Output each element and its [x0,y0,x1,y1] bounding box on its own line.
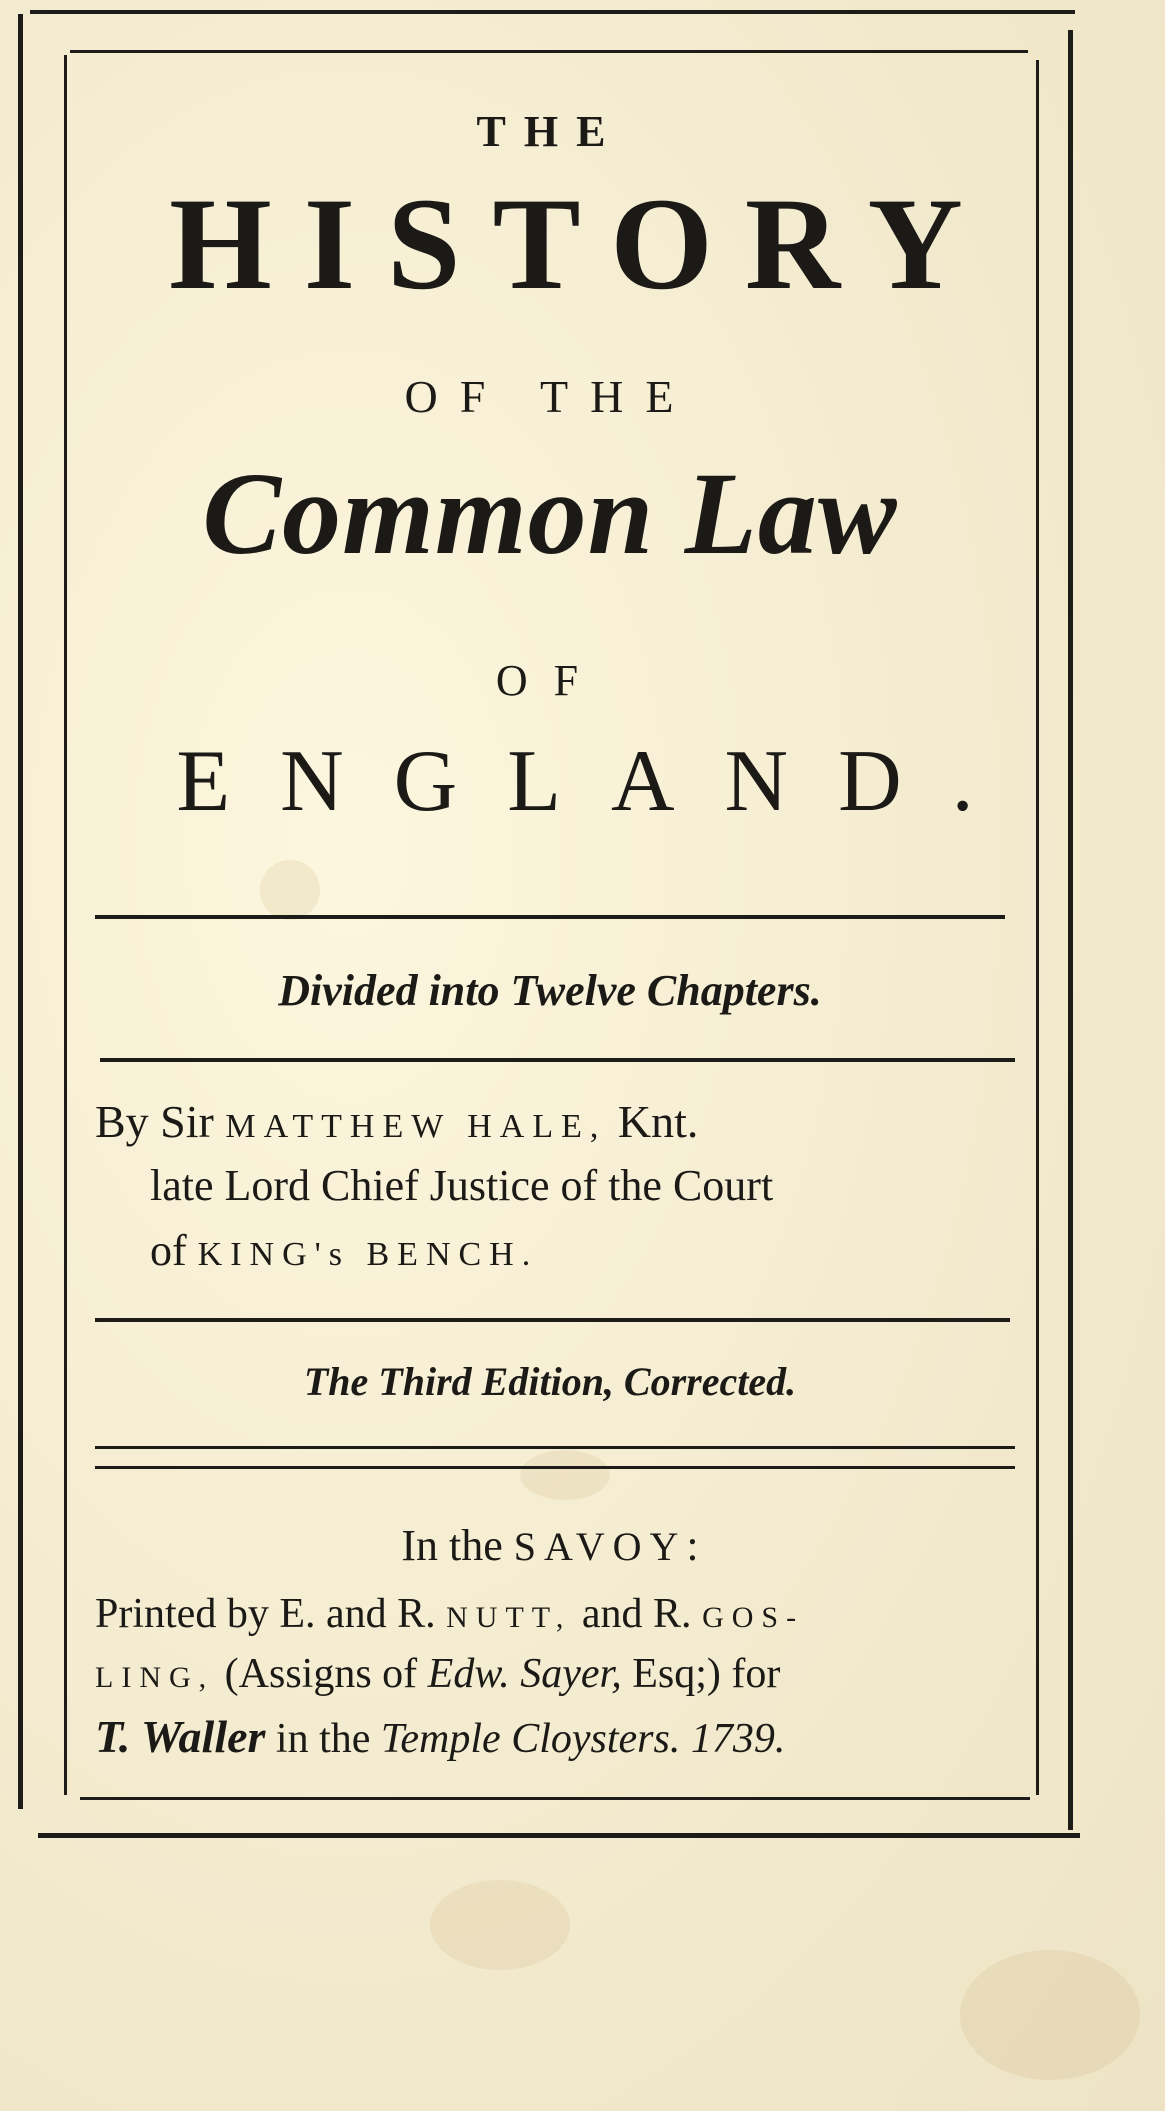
imprint-line-3 [95,1710,785,1763]
imprint-in-the: in the [275,1716,371,1762]
stain [520,1450,610,1500]
imprint-place [70,1520,1030,1571]
imprint-bookseller: T. Waller [95,1711,266,1762]
imprint-nutt: NUTT, [446,1601,572,1634]
imprint-location: Temple Cloysters. [380,1716,681,1762]
imprint-year: 1739. [690,1716,786,1762]
author-court: KING's BENCH. [197,1236,539,1273]
imprint-and-r: and R. [581,1591,692,1637]
divider-2 [100,1058,1015,1062]
divider-4a [95,1446,1015,1449]
title-of-the: OF THE [404,371,696,422]
inner-border-left [64,55,67,1795]
title-the: THE [476,107,624,156]
title-of: OF [495,656,605,705]
imprint-place-suffix: : [686,1521,699,1570]
author-by: By Sir [95,1096,214,1147]
outer-border-top [30,10,1075,14]
imprint-line-1 [95,1590,804,1638]
edition: The Third Edition, Corrected. [303,1359,797,1404]
imprint-line-2 [95,1650,780,1698]
stain [430,1880,570,1970]
author-line-2: late Lord Chief Justice of the Court [150,1161,774,1210]
author-of: of [150,1226,187,1275]
inner-border-bottom [80,1797,1030,1800]
outer-border-right [1068,30,1073,1830]
inner-border-top [70,50,1028,53]
author-line-1 [95,1095,698,1148]
author-line-3 [150,1225,538,1276]
outer-border-left [18,14,23,1809]
imprint-place-prefix: In the [401,1521,503,1570]
imprint-assignee: Edw. Sayer, [427,1651,622,1697]
author-name: MATTHEW HALE, [225,1108,607,1145]
divider-1 [95,915,1005,919]
subtitle: Divided into Twelve Chapters. [278,966,822,1015]
divider-3 [95,1318,1010,1322]
imprint-place-name: SAVOY [513,1524,687,1569]
divider-4b [95,1466,1015,1469]
title-common-law: Common Law [202,448,898,579]
outer-border-bottom [38,1833,1080,1838]
imprint-printed-by: Printed by E. and R. [95,1591,436,1637]
title-england: ENGLAND. [176,733,1024,830]
imprint-gos: GOS- [702,1601,805,1634]
author-suffix: Knt. [617,1096,699,1147]
imprint-esq-for: Esq;) for [632,1651,781,1697]
stain [260,860,320,920]
inner-border-right [1036,60,1039,1795]
stain [960,1950,1140,2080]
title-history: HISTORY [169,170,995,317]
imprint-assigns: (Assigns of [224,1651,418,1697]
imprint-ling: LING, [95,1661,215,1694]
